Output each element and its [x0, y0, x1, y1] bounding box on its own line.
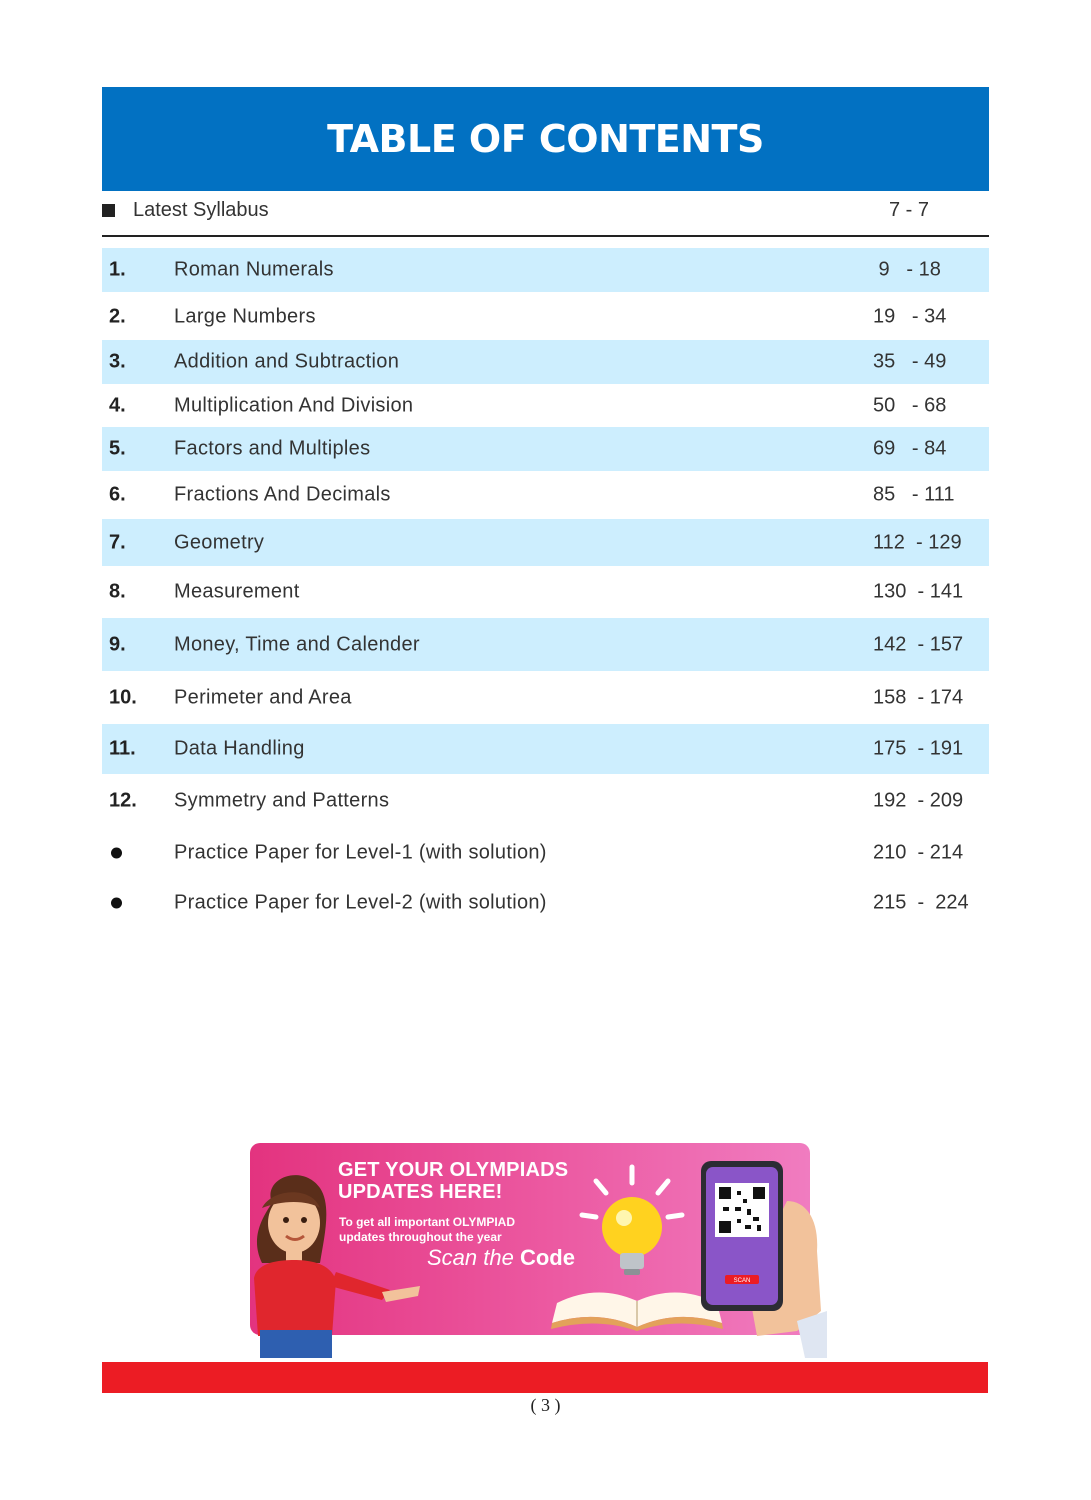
toc-header [102, 87, 989, 191]
practice-title: Practice Paper for Level-1 (with solution) [174, 841, 547, 864]
bullet-icon [111, 898, 122, 909]
banner-headline-line1: GET YOUR OLYMPIADS [338, 1159, 569, 1181]
lightbulb-icon [572, 1163, 692, 1283]
girl-illustration-icon [232, 1168, 432, 1358]
banner-subtext-line2: updates throughout the year [339, 1230, 502, 1244]
toc-row [102, 427, 989, 471]
toc-row [102, 673, 989, 723]
chapter-number: 10. [109, 686, 137, 709]
chapter-number: 2. [109, 305, 126, 328]
chapter-title: Geometry [174, 531, 265, 553]
chapter-number: 4. [109, 394, 126, 417]
practice-pages: 210 - 214 [873, 841, 964, 864]
chapter-title: Symmetry and Patterns [174, 789, 390, 812]
chapter-number: 8. [109, 580, 126, 603]
chapter-title: Measurement [174, 580, 300, 603]
chapter-pages: 69 - 84 [873, 437, 947, 460]
chapter-pages: 175 - 191 [873, 737, 964, 760]
chapter-title: Fractions And Decimals [174, 483, 391, 506]
toc-row [102, 248, 989, 292]
scan-the-code-text [427, 1245, 575, 1271]
chapter-pages: 158 - 174 [873, 686, 964, 709]
chapter-pages: 85 - 111 [873, 483, 955, 506]
practice-pages: 215 - 224 [873, 891, 969, 914]
chapter-pages: 19 - 34 [873, 305, 947, 328]
chapter-number: 5. [109, 437, 126, 460]
page-number: ( 3 ) [530, 1395, 561, 1415]
chapter-title: Multiplication And Division [174, 394, 414, 417]
toc-row [102, 568, 989, 616]
chapter-title: Addition and Subtraction [174, 350, 400, 373]
banner-subtext-line1: To get all important OLYMPIAD [339, 1215, 516, 1229]
chapter-number: 9. [109, 633, 126, 655]
chapter-pages: 192 - 209 [873, 789, 964, 812]
phone-scan-button: SCAN [733, 1278, 751, 1284]
chapter-pages: 130 - 141 [873, 580, 964, 603]
chapter-title: Money, Time and Calender [174, 633, 420, 655]
chapter-number: 12. [109, 789, 137, 812]
olympiad-banner[interactable] [232, 1143, 826, 1358]
square-bullet-icon [102, 204, 115, 217]
chapter-number: 7. [109, 531, 126, 553]
the-word: the [477, 1245, 520, 1270]
toc-row [102, 386, 989, 426]
banner-headline-line2: UPDATES HERE! [338, 1181, 503, 1203]
chapter-number: 3. [109, 350, 126, 373]
bullet-icon [111, 848, 122, 859]
chapter-title: Large Numbers [174, 305, 316, 328]
chapter-pages: 9 - 18 [873, 258, 941, 281]
chapter-pages: 142 - 157 [873, 633, 964, 655]
phone-in-hand-icon [687, 1161, 827, 1358]
toc-row [102, 828, 989, 878]
syllabus-label: Latest Syllabus [133, 199, 269, 221]
scan-word: Scan [427, 1245, 478, 1270]
toc-row [102, 296, 989, 338]
chapter-number: 11. [109, 737, 136, 760]
toc-row [102, 340, 989, 384]
chapter-title: Data Handling [174, 737, 305, 760]
chapter-title: Factors and Multiples [174, 437, 371, 460]
toc-row [102, 724, 989, 774]
chapter-pages: 50 - 68 [873, 394, 947, 417]
chapter-title: Perimeter and Area [174, 686, 352, 709]
chapter-number: 6. [109, 483, 126, 506]
chapter-pages: 112 - 129 [873, 531, 962, 553]
toc-row [102, 618, 989, 671]
toc-row [102, 776, 989, 826]
toc-title: TABLE OF CONTENTS [327, 117, 764, 161]
chapter-title: Roman Numerals [174, 258, 334, 281]
chapter-pages: 35 - 49 [873, 350, 947, 373]
toc-row [102, 878, 989, 928]
code-word: Code [519, 1245, 575, 1270]
footer-bar [102, 1362, 988, 1393]
syllabus-row [102, 191, 989, 237]
toc-row [102, 473, 989, 517]
syllabus-pages: 7 - 7 [889, 199, 930, 221]
practice-title: Practice Paper for Level-2 (with solution) [174, 891, 547, 914]
toc-row [102, 519, 989, 566]
chapter-number: 1. [109, 258, 126, 281]
